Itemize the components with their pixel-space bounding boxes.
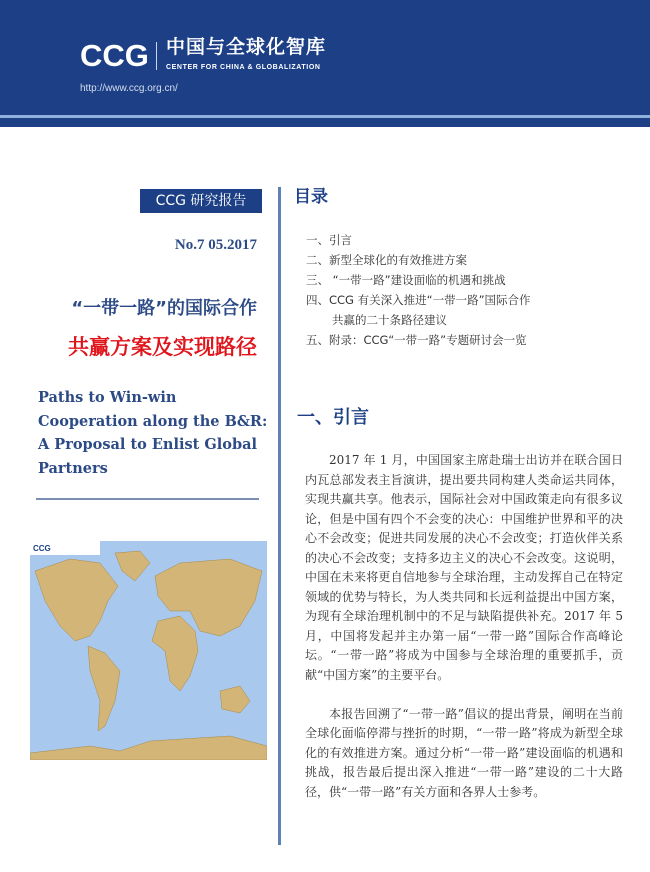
website-url: http://www.ccg.org.cn/ — [80, 83, 178, 94]
toc-item[interactable]: 一、引言 — [306, 233, 352, 247]
world-map-image — [30, 541, 267, 760]
toc-item[interactable]: 四、CCG 有关深入推进“一带一路”国际合作 — [306, 293, 531, 307]
title-line-2: 共赢方案及实现路径 — [68, 335, 257, 359]
map-logo: CCG — [33, 544, 51, 553]
section-body — [305, 451, 623, 802]
org-name-cn: 中国与全球化智库 — [166, 36, 327, 58]
toc-item-continuation[interactable]: 共赢的二十条路径建议 — [332, 313, 447, 327]
column-divider — [278, 187, 281, 845]
divider — [36, 498, 259, 500]
issue-number: No.7 05.2017 — [174, 237, 257, 253]
paragraph: 本报告回溯了“一带一路”倡议的提出背景，阐明在当前全球化面临停滞与挫折的时期，“一带一路”将成为新型全球化的有效推进方案。通过分析“一带一路”建设面临的机遇和挑战，报告最后提出深入推进“一带一路”建设的二十大路径，供“一带一路”有关方面和各界人士参考。 — [305, 706, 623, 799]
header-stripe — [0, 118, 650, 127]
section-heading: 一、引言 — [297, 407, 369, 428]
org-name-en: CENTER FOR CHINA & GLOBALIZATION — [166, 64, 321, 71]
table-of-contents — [306, 230, 531, 350]
toc-item[interactable]: 三、 “一带一路”建设面临的机遇和挑战 — [306, 273, 506, 287]
toc-title: 目录 — [294, 187, 328, 207]
report-badge: CCG 研究报告 — [140, 189, 262, 213]
toc-item[interactable]: 二、新型全球化的有效推进方案 — [306, 253, 467, 267]
logo-divider — [156, 42, 157, 70]
ccg-logo: CCG — [80, 38, 149, 73]
toc-item[interactable]: 五、附录：CCG“一带一路”专题研讨会一览 — [306, 333, 527, 347]
title-english: Paths to Win-win Cooperation along the B&R: A Proposal to Enlist Global Partners — [38, 389, 268, 477]
title-line-1: “一带一路”的国际合作 — [71, 298, 257, 319]
paragraph: 2017 年 1 月，中国国家主席赴瑞士出访并在联合国日内瓦总部发表主旨演讲，提出要共同构建人类命运共同体，实现共赢共享。他表示，国际社会对中国政策走向有很多议论，但是中国有四个不会变的决心：中国维护世界和平的决心不会改变；促进共同发展的决心不会改变；打造伙伴关系的决心不会改变；支持多边主义的决心不会改变。这说明，中国在未来将更自信地参与全球治理，主动发挥自己在特定领域的优势与特长，为人类共同和长远利益提出中国方案，为现有全球治理机制中的不足与缺陷提供补充。2017 年 5 月，中国将发起并主办第一届“一带一路”国际合作高峰论坛。“一带一路”将成为中国参与全球治理的重要抓手，贡献“中国方案”的主要平台。 — [305, 453, 623, 682]
